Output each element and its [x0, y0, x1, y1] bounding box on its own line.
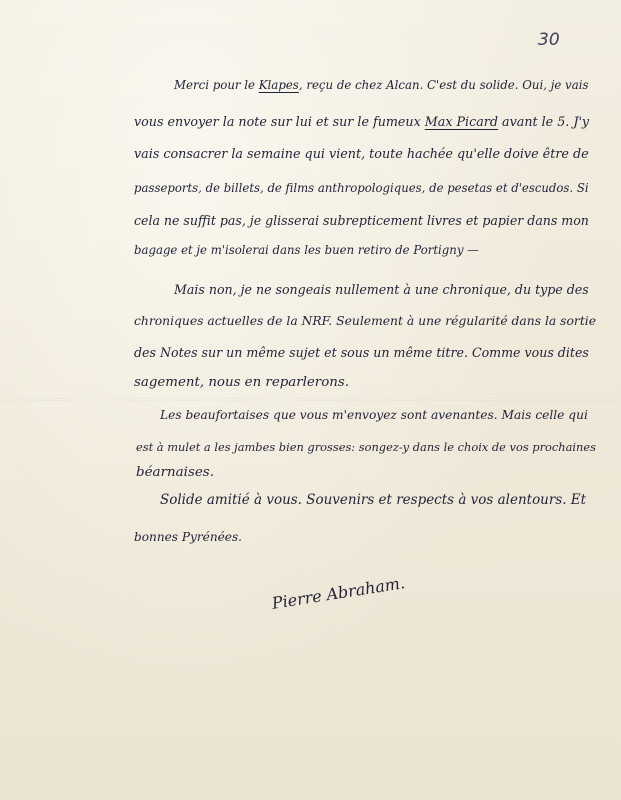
line-text: , reçu de chez Alcan. C'est du solide. Oui, je vais — [298, 78, 589, 92]
page-number: 30 — [538, 30, 560, 50]
line-text: Solide amitié à vous. Souvenirs et respects à vos alentours. Et — [160, 492, 587, 508]
line-text: Mais non, je ne songeais nullement à une chronique, du type des — [174, 282, 589, 297]
handwritten-line — [174, 282, 589, 297]
handwritten-line — [134, 213, 589, 228]
line-text: Merci pour le — [174, 78, 259, 92]
handwritten-line — [160, 492, 586, 508]
handwritten-line — [174, 78, 589, 92]
line-text: Les beaufortaises que vous m'envoyez sont avenantes. Mais celle qui — [160, 408, 588, 422]
paper-fold — [0, 398, 621, 401]
underlined-phrase: Max Picard — [424, 114, 498, 129]
handwritten-line — [160, 408, 588, 422]
line-text: bagage et je m'isolerai dans les buen retiro de Portigny — — [134, 243, 479, 257]
line-text: des Notes sur un même sujet et sous un même titre. Comme vous dites — [134, 345, 589, 360]
line-text: chroniques actuelles de la NRF. Seulement à une régularité dans la sortie — [134, 314, 597, 328]
handwritten-line — [134, 530, 242, 544]
line-text: vous envoyer la note sur lui et sur le fumeux — [134, 114, 425, 129]
signature: Pierre Abraham. — [270, 573, 407, 613]
line-text: passeports, de billets, de films anthropologiques, de pesetas et d'escudos. Si — [134, 181, 589, 195]
line-text: sagement, nous en reparlerons. — [134, 375, 349, 390]
handwritten-line — [134, 314, 596, 328]
handwritten-line — [136, 465, 214, 480]
handwritten-line — [136, 440, 596, 454]
handwritten-line — [134, 243, 479, 257]
handwritten-line — [134, 181, 589, 195]
handwritten-line — [134, 345, 589, 360]
line-text: bonnes Pyrénées. — [134, 530, 243, 544]
underlined-phrase: Klapes — [258, 78, 299, 92]
line-text: cela ne suffit pas, je glisserai subrepticement livres et papier dans mon — [134, 213, 589, 228]
line-text: est à mulet a les jambes bien grosses: songez-y dans le choix de vos prochaines — [136, 440, 596, 454]
line-text: vais consacrer la semaine qui vient, toute hachée qu'elle doive être de — [134, 147, 589, 162]
line-text: béarnaises. — [136, 465, 214, 480]
line-text: avant le 5. J'y — [497, 114, 590, 129]
handwritten-line — [134, 375, 349, 390]
handwritten-line — [134, 114, 589, 129]
handwritten-line — [134, 147, 589, 162]
